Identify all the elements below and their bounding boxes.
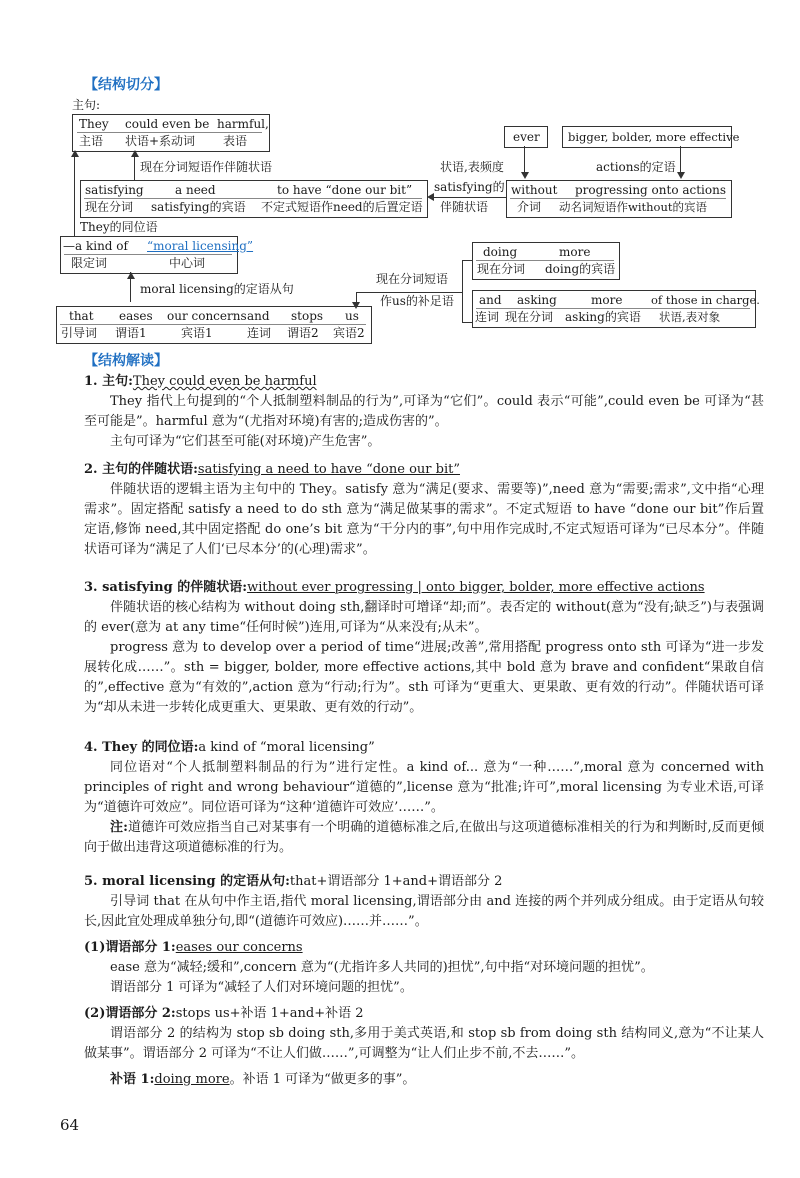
label-complement-1: 现在分词短语	[376, 272, 449, 286]
label-adverbial-freq: 状语,表频度	[440, 160, 504, 174]
progressing-cn: 动名词短语作without的宾语	[559, 200, 707, 214]
arrow-without-left	[427, 193, 434, 201]
section-3-para-2: progress 意为 to develop over a period of time“进展;改善”,常用搭配 progress onto sth 可译为“进一步发展转化成……”。sth = bigger, bolder, more effective actions,其中 bold 意为 brave and confident“果敢自信的”,effective 意为“有效的”,action 意为“行动;行为”。sth 可译为“更重大、更果敢、更有效的行动”。伴随状语可译为“却从未进一步转化成更重大、更果敢、更有效的行动”。	[84, 640, 764, 715]
doing-box	[472, 242, 620, 280]
predicate-2-para-1: 谓语部分 2 的结构为 stop sb doing sth,多用于美式英语,和 stop sb from doing sth 结构同义,意为“不让某人做某事”。谓语部分 2 可译为“不让人们做……”,可调整为“让人们止步不前,不去……”。	[84, 1026, 764, 1061]
complement-1-title: 补语 1:	[110, 1072, 155, 1087]
section-3-para-1: 伴随状语的核心结构为 without doing sth,翻译时可增译“却;而”。表否定的 without(意为“没有;缺乏”)与表强调的 ever(意为 at any time“任何时候”)连用,可译为“从来没有;从未”。	[84, 600, 764, 635]
more2-word: more	[591, 293, 623, 307]
complement-1	[84, 1070, 764, 1090]
satisfying-box	[80, 180, 428, 218]
section-1-para-1: They 指代上句提到的“个人抵制塑料制品的行为”,可译为“它们”。could 表示“可能”,could even be 可译为“甚至可能是”。harmful 意为“(尤指对环境)有害的;造成伤害的”。	[84, 394, 764, 429]
section-4-title: 4. They 的同位语:	[84, 740, 199, 755]
section-5-sentence: that+谓语部分 1+and+谓语部分 2	[289, 874, 503, 889]
that-box	[56, 306, 372, 344]
doing-cn: 现在分词	[477, 262, 526, 276]
eases-word: eases	[119, 309, 153, 323]
note-text: 道德许可效应指当自己对某事有一个明确的道德标准之后,在做出与这项道德标准相关的行为和判断时,反而更倾向于做出违背这项道德标准的行为。	[84, 820, 765, 855]
of-those-cn: 状语,表对象	[659, 310, 721, 324]
us-word: us	[345, 309, 359, 323]
a-need-word: a need	[175, 183, 216, 197]
arrow-bigger-down	[677, 172, 685, 179]
arrow-up-kind	[127, 272, 135, 279]
main-could-cn: 状语+系动词	[125, 134, 196, 148]
without-box	[506, 180, 732, 218]
our-concerns-cn: 宾语1	[181, 326, 213, 340]
section-2-sentence: satisfying a need to have “done our bit”	[197, 462, 460, 477]
a-kind-of-cn: 限定词	[71, 256, 108, 270]
stops-word: stops	[291, 309, 324, 323]
main-they-cn: 主语	[79, 134, 104, 148]
asking-word: asking	[517, 293, 557, 307]
of-those-phrase: of those in charge.	[651, 293, 760, 307]
without-word: without	[511, 183, 558, 197]
section-4	[84, 738, 764, 858]
that-cn: 引导词	[61, 326, 98, 340]
section-3	[84, 578, 764, 718]
main-clause-label: 主句:	[72, 98, 101, 112]
main-harmful-cn: 表语	[223, 134, 248, 148]
section-1-para-2: 主句可译为“它们甚至可能(对环境)产生危害”。	[110, 434, 381, 449]
to-have-phrase: to have “done our bit”	[277, 183, 413, 197]
without-cn: 介词	[517, 200, 542, 214]
predicate-2	[84, 1004, 764, 1064]
satisfying-adv-label-1: satisfying的	[434, 180, 505, 194]
section-3-title: 3. satisfying 的伴随状语:	[84, 580, 248, 595]
more-word: more	[559, 245, 591, 259]
main-could-even-be: could even be	[125, 117, 210, 131]
section-2-para-1: 伴随状语的逻辑主语为主句中的 They。satisfy 意为“满足(要求、需要等)”,need 意为“需要;需求”,文中指“心理需求”。固定搭配 satisfy a need to do sth 意为“满足做某事的需求”。不定式短语 to have “done our bit”作后置定语,修饰 need,其中固定搭配 do one’s bit 意为“干分内的事”,句中用作完成时,不定式短语可译为“已尽本分”。伴随状语可译为“满足了人们‘已尽本分’的(心理)需求”。	[84, 482, 764, 557]
satisfying-word: satisfying	[85, 183, 144, 197]
a-kind-of: —a kind of	[63, 239, 128, 253]
doing-word: doing	[483, 245, 518, 259]
section-5	[84, 872, 764, 932]
predicate-1-title: (1)谓语部分 1:	[84, 940, 176, 955]
moral-licensing-term: “moral licensing”	[147, 239, 254, 253]
section-5-para-1: 引导词 that 在从句中作主语,指代 moral licensing,谓语部分由 and 连接的两个并列成分组成。由于定语从句较长,因此宜处理成单独分句,即“(道德许可效应)……并……”。	[84, 894, 764, 929]
attr-clause-label: moral licensing的定语从句	[140, 282, 294, 296]
predicate-1	[84, 938, 764, 998]
main-they: They	[79, 117, 109, 131]
section-1-sentence: They could even be harmful	[132, 374, 317, 389]
page-number: 64	[60, 1116, 80, 1134]
section-1-title: 1. 主句:	[84, 374, 133, 389]
label-participle-adv: 现在分词短语作伴随状语	[140, 160, 273, 174]
section-5-title: 5. moral licensing 的定语从句:	[84, 874, 290, 889]
and2-cn: 连词	[475, 310, 500, 324]
us-cn: 宾语2	[333, 326, 365, 340]
arrow-ever-down	[521, 172, 529, 179]
section-2	[84, 460, 764, 560]
note-label: 注:	[110, 820, 128, 835]
and-word: and	[247, 309, 270, 323]
arrow-up-main	[71, 150, 79, 157]
main-clause-box	[72, 114, 270, 152]
predicate-1-para-1: ease 意为“减轻;缓和”,concern 意为“(尤指许多人共同的)担忧”,句中指“对环境问题的担忧”。	[110, 960, 654, 975]
arrow-up-participle	[131, 150, 139, 157]
and2-word: and	[479, 293, 502, 307]
appositive-label: They的同位语	[80, 220, 158, 234]
section-1	[84, 372, 764, 452]
stops-cn: 谓语2	[287, 326, 319, 340]
label-complement-2: 作us的补足语	[380, 294, 454, 308]
predicate-1-para-2: 谓语部分 1 可译为“减轻了人们对环境问题的担忧”。	[110, 980, 413, 995]
complement-1-sentence: doing more	[154, 1072, 230, 1087]
kind-box	[60, 236, 254, 274]
predicate-2-sentence: stops us+补语 1+and+补语 2	[175, 1006, 364, 1021]
main-harmful: harmful,	[217, 117, 269, 131]
moral-licensing-cn: 中心词	[169, 256, 206, 270]
predicate-1-sentence: eases our concerns	[175, 940, 303, 955]
bigger-box	[562, 126, 740, 148]
and-cn: 连词	[247, 326, 272, 340]
ever-text: ever	[513, 130, 540, 144]
label-actions-attr: actions的定语	[596, 160, 676, 174]
ever-box	[504, 126, 548, 148]
progressing-phrase: progressing onto actions	[575, 183, 727, 197]
bigger-text: bigger, bolder, more effective	[568, 130, 740, 144]
complement-1-text: 。补语 1 可译为“做更多的事”。	[229, 1072, 416, 1087]
asking-cn: 现在分词	[505, 310, 554, 324]
a-need-cn: satisfying的宾语	[151, 200, 246, 214]
our-concerns-word: our concerns	[167, 309, 247, 323]
predicate-2-title: (2)谓语部分 2:	[84, 1006, 176, 1021]
section-4-sentence: a kind of “moral licensing”	[198, 740, 375, 755]
section-4-para-1: 同位语对“个人抵制塑料制品的行为”进行定性。a kind of... 意为“一种……”,moral 意为 concerned with principles of right and wrong behaviour“道德的”,license 意为“批准;许可”,moral licensing 为专业术语,可译为“道德许可效应”。同位语可译为“这种‘道德许可效应’……”。	[84, 760, 764, 815]
satisfying-adv-label-2: 伴随状语	[440, 200, 489, 214]
section-3-sentence: without ever progressing | onto bigger, bolder, more effective actions	[247, 580, 705, 595]
section-2-title: 2. 主句的伴随状语:	[84, 462, 198, 477]
satisfying-cn: 现在分词	[85, 200, 134, 214]
structure-read-heading: 【结构解读】	[84, 353, 168, 369]
asking-box	[472, 290, 760, 328]
structure-split-heading: 【结构切分】	[84, 77, 168, 93]
to-have-cn: 不定式短语作need的后置定语	[261, 200, 423, 214]
eases-cn: 谓语1	[115, 326, 147, 340]
more2-cn: asking的宾语	[565, 310, 641, 324]
that-word: that	[69, 309, 94, 323]
more-cn: doing的宾语	[545, 262, 616, 276]
